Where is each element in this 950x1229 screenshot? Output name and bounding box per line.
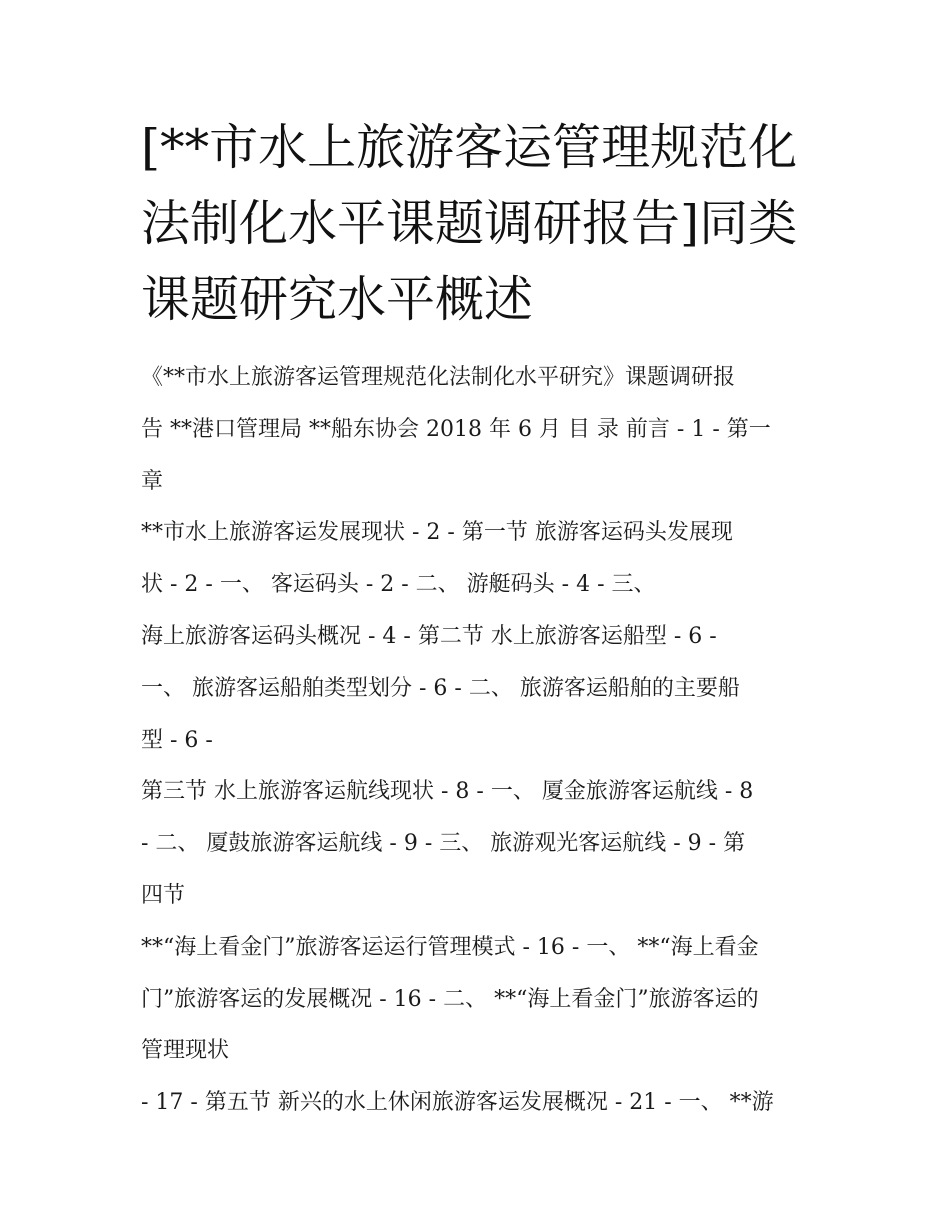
body-line: **市水上旅游客运发展现状 - 2 - 第一节 旅游客运码头发展现 <box>141 520 733 546</box>
body-line: 第三节 水上旅游客运航线现状 - 8 - 一、 厦金旅游客运航线 - 8 <box>141 779 754 805</box>
body-line: - 17 - 第五节 新兴的水上休闲旅游客运发展概况 - 21 - 一、 **游 <box>141 1090 774 1116</box>
title-line: 课题研究水平概述 <box>141 271 534 328</box>
body-line: 一、 旅游客运船舶类型划分 - 6 - 二、 旅游客运船舶的主要船 <box>141 675 740 701</box>
body-line: 型 - 6 - <box>141 727 213 753</box>
body-line: 告 **港口管理局 **船东协会 2018 年 6 月 目 录 前言 - 1 - 第一 <box>141 416 771 442</box>
title-line: 法制化水平课题调研报告]同类 <box>141 195 798 252</box>
body-line: 状 - 2 - 一、 客运码头 - 2 - 二、 游艇码头 - 4 - 三、 <box>141 572 656 598</box>
body-line: **“海上看金门”旅游客运运行管理模式 - 16 - 一、 **“海上看金 <box>141 934 759 960</box>
body-line: 海上旅游客运码头概况 - 4 - 第二节 水上旅游客运船型 - 6 - <box>141 623 717 649</box>
title-line: [**市水上旅游客运管理规范化 <box>141 119 798 176</box>
body-line: 管理现状 <box>141 1038 230 1064</box>
body-line: 章 <box>141 468 164 494</box>
body-line: 四节 <box>141 882 186 908</box>
body-line: - 二、 厦鼓旅游客运航线 - 9 - 三、 旅游观光客运航线 - 9 - 第 <box>141 831 746 857</box>
body-line: 《**市水上旅游客运管理规范化法制化水平研究》课题调研报 <box>141 365 736 390</box>
body-line: 门”旅游客运的发展概况 - 16 - 二、 **“海上看金门”旅游客运的 <box>141 986 759 1012</box>
document-body <box>141 352 821 1129</box>
document-title <box>141 110 821 338</box>
